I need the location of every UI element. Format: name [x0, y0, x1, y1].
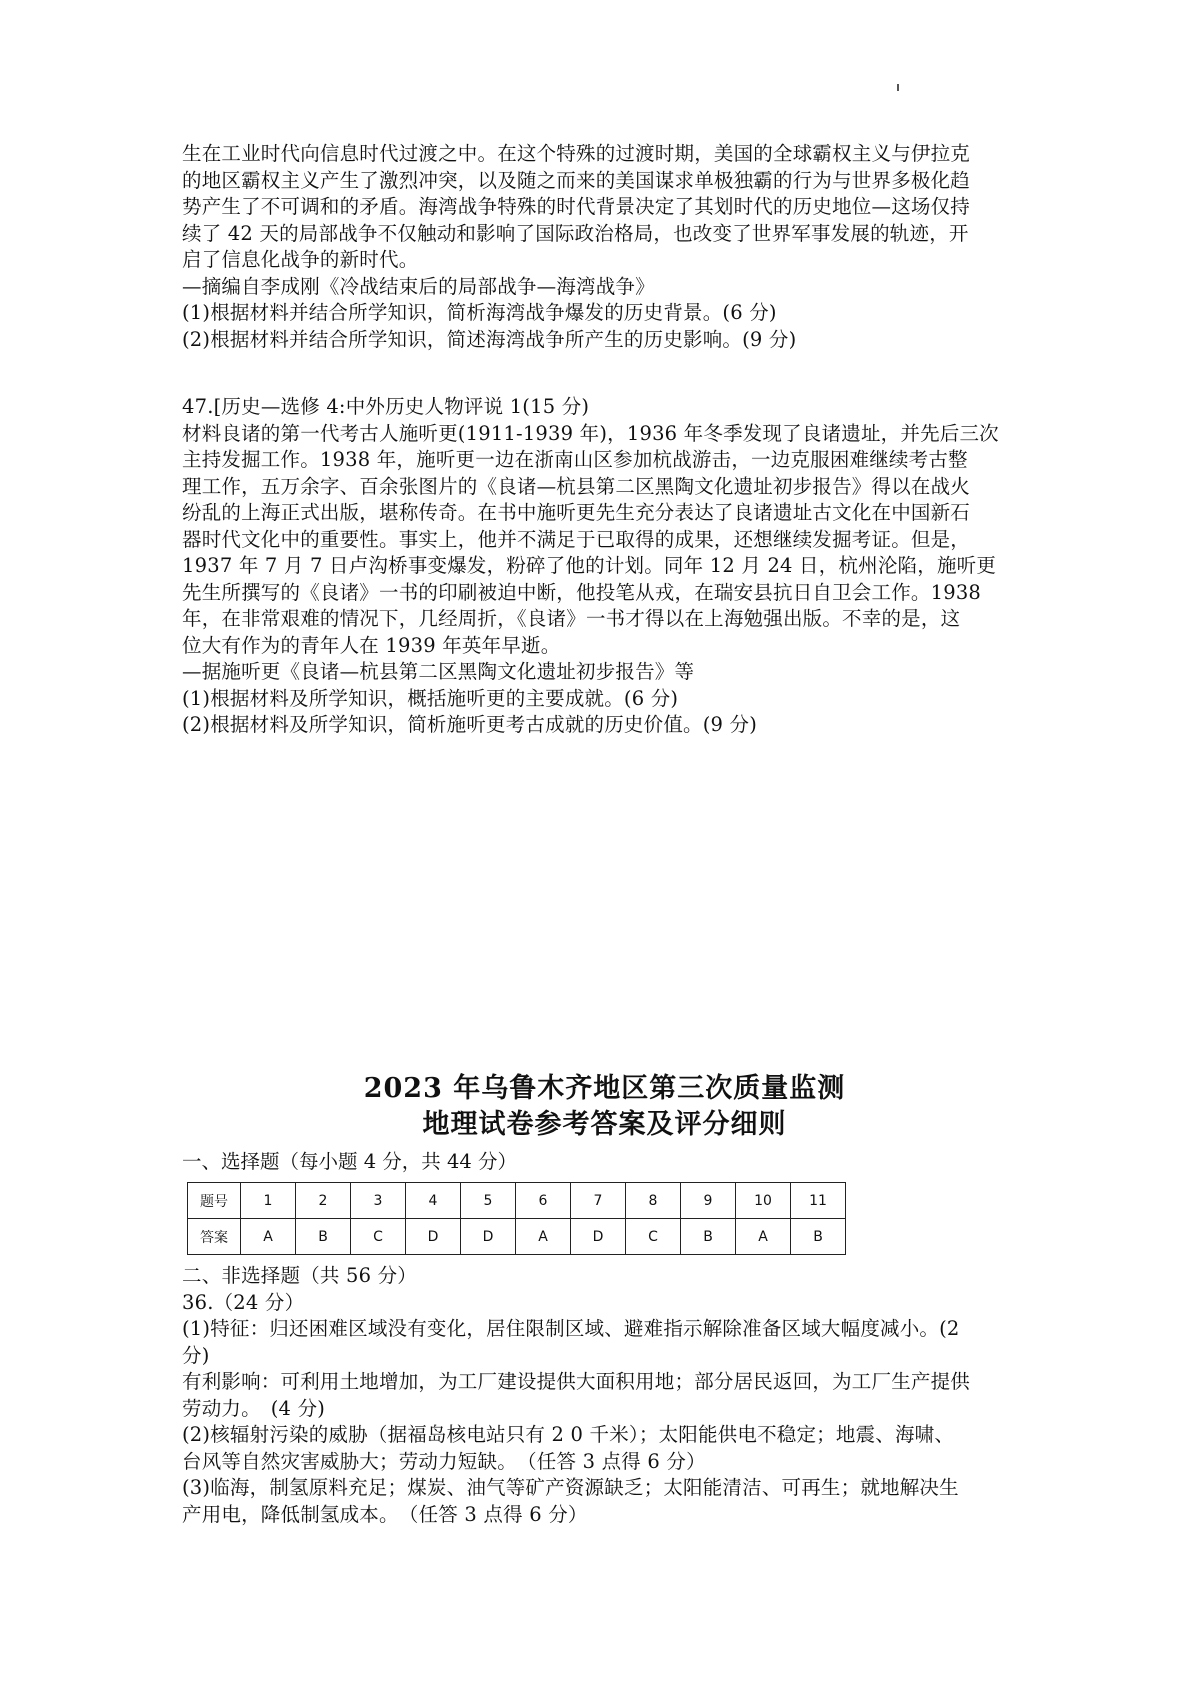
scan-mark	[897, 84, 899, 91]
table-cell: C	[626, 1219, 681, 1255]
answer-line: 有利影响：可利用土地增加，为工厂建设提供大面积用地；部分居民返回，为工厂生产提供	[182, 1370, 971, 1393]
table-cell: A	[241, 1219, 296, 1255]
table-cell: A	[736, 1219, 791, 1255]
text-line: 材料良诸的第一代考古人施听更(1911-1939 年)，1936 年冬季发现了良诸遗址，并先后三次	[182, 421, 999, 445]
text-line: 启了信息化战争的新时代。	[182, 248, 419, 271]
text-line: 纷乱的上海正式出版，堪称传奇。在书中施听更先生充分表达了良诸遗址古文化在中国新石	[182, 501, 971, 524]
table-cell: 8	[626, 1183, 681, 1219]
table-cell: 7	[571, 1183, 626, 1219]
text-line: 的地区霸权主义产生了激烈冲突，以及随之而来的美国谋求单极独霸的行为与世界多极化趋	[182, 168, 971, 192]
table-cell: 1	[241, 1183, 296, 1219]
row-label-number: 题号	[188, 1183, 241, 1219]
text-line: 年，在非常艰难的情况下，几经周折，《良诸》一书才得以在上海勉强出版。不幸的是，这	[182, 607, 961, 630]
table-cell: D	[406, 1219, 461, 1255]
question-number: 36.（24 分）	[182, 1290, 305, 1314]
table-cell: B	[791, 1219, 846, 1255]
table-row-numbers	[188, 1183, 846, 1219]
table-cell: C	[351, 1219, 406, 1255]
section-heading: 二、非选择题（共 56 分）	[182, 1264, 418, 1287]
answer-line: (2)核辐射污染的威胁（据福岛核电站只有 2 0 千米）；太阳能供电不稳定；地震、海啸、	[182, 1423, 955, 1446]
answer-line: (1)特征：归还困难区域没有变化，居住限制区域、避难指示解除准备区域大幅度减小。(2	[182, 1317, 960, 1340]
answer-key-title: 2023 年乌鲁木齐地区第三次质量监测	[363, 1073, 846, 1104]
question-item: (2)根据材料并结合所学知识，简述海湾战争所产生的历史影响。(9 分)	[182, 327, 797, 351]
non-choice-answers	[182, 1263, 1027, 1528]
table-row-answers	[188, 1219, 846, 1255]
answer-line: 产用电，降低制氢成本。 （任答 3 点得 6 分）	[182, 1502, 588, 1526]
row-label-answer: 答案	[188, 1219, 241, 1255]
source-citation: —摘编自李成刚《冷战结束后的局部战争—海湾战争》	[182, 274, 655, 298]
question-item: (2)根据材料及所学知识，简析施听更考古成就的历史价值。(9 分)	[182, 713, 758, 736]
table-cell: B	[296, 1219, 351, 1255]
text-line: 生在工业时代向信息时代过渡之中。在这个特殊的过渡时期，美国的全球霸权主义与伊拉克	[182, 142, 971, 165]
table-cell: A	[516, 1219, 571, 1255]
table-cell: 6	[516, 1183, 571, 1219]
text-line: 续了 42 天的局部战争不仅触动和影响了国际政治格局，也改变了世界军事发展的轨迹，开	[182, 221, 969, 245]
text-line: 主持发掘工作。1938 年，施听更一边在浙南山区参加杭战游击，一边克服困难继续考古整	[182, 448, 968, 471]
answer-line: (3)临海，制氢原料充足；煤炭、油气等矿产资源缺乏；太阳能清洁、可再生；就地解决生	[182, 1476, 959, 1499]
text-line: 器时代文化中的重要性。事实上，他并不满足于已取得的成果，还想继续发掘考证。但是，	[182, 527, 971, 551]
answer-line: 分)	[182, 1343, 210, 1367]
table-cell: 5	[461, 1183, 516, 1219]
answer-table	[187, 1182, 846, 1255]
table-cell: 2	[296, 1183, 351, 1219]
table-cell: 4	[406, 1183, 461, 1219]
table-cell: B	[681, 1219, 736, 1255]
table-cell: D	[461, 1219, 516, 1255]
section-multiple-choice-heading: 一、选择题（每小题 4 分，共 44 分）	[182, 1150, 518, 1173]
text-line: 1937 年 7 月 7 日卢沟桥事变爆发，粉碎了他的计划。同年 12 月 24 日，杭州沦陷，施听更	[182, 554, 997, 577]
question-item: (1)根据材料并结合所学知识，简析海湾战争爆发的历史背景。(6 分)	[182, 301, 777, 324]
text-line: 位大有作为的青年人在 1939 年英年早逝。	[182, 633, 561, 657]
table-cell: 3	[351, 1183, 406, 1219]
answer-key-subtitle: 地理试卷参考答案及评分细则	[422, 1109, 787, 1140]
answer-line: 台风等自然灾害威胁大；劳动力短缺。 （任答 3 点得 6 分）	[182, 1449, 706, 1473]
question-heading: 47.[历史—选修 4:中外历史人物评说 1(15 分)	[182, 395, 590, 418]
history-question-46-continued	[182, 141, 1027, 353]
answer-line: 劳动力。 (4 分)	[182, 1396, 326, 1420]
text-line: 势产生了不可调和的矛盾。海湾战争特殊的时代背景决定了其划时代的历史地位—这场仅持	[182, 195, 971, 218]
source-citation: —据施听更《良诸—杭县第二区黑陶文化遗址初步报告》等	[182, 660, 695, 683]
table-cell: 9	[681, 1183, 736, 1219]
history-question-47	[182, 394, 1027, 739]
question-item: (1)根据材料及所学知识，概括施听更的主要成就。(6 分)	[182, 686, 679, 710]
text-line: 先生所撰写的《良诸》一书的印刷被迫中断，他投笔从戎，在瑞安县抗日自卫会工作。1938	[182, 580, 982, 604]
table-cell: 10	[736, 1183, 791, 1219]
table-cell: 11	[791, 1183, 846, 1219]
text-line: 理工作，五万余字、百余张图片的《良诸—杭县第二区黑陶文化遗址初步报告》得以在战火	[182, 474, 971, 498]
table-cell: D	[571, 1219, 626, 1255]
